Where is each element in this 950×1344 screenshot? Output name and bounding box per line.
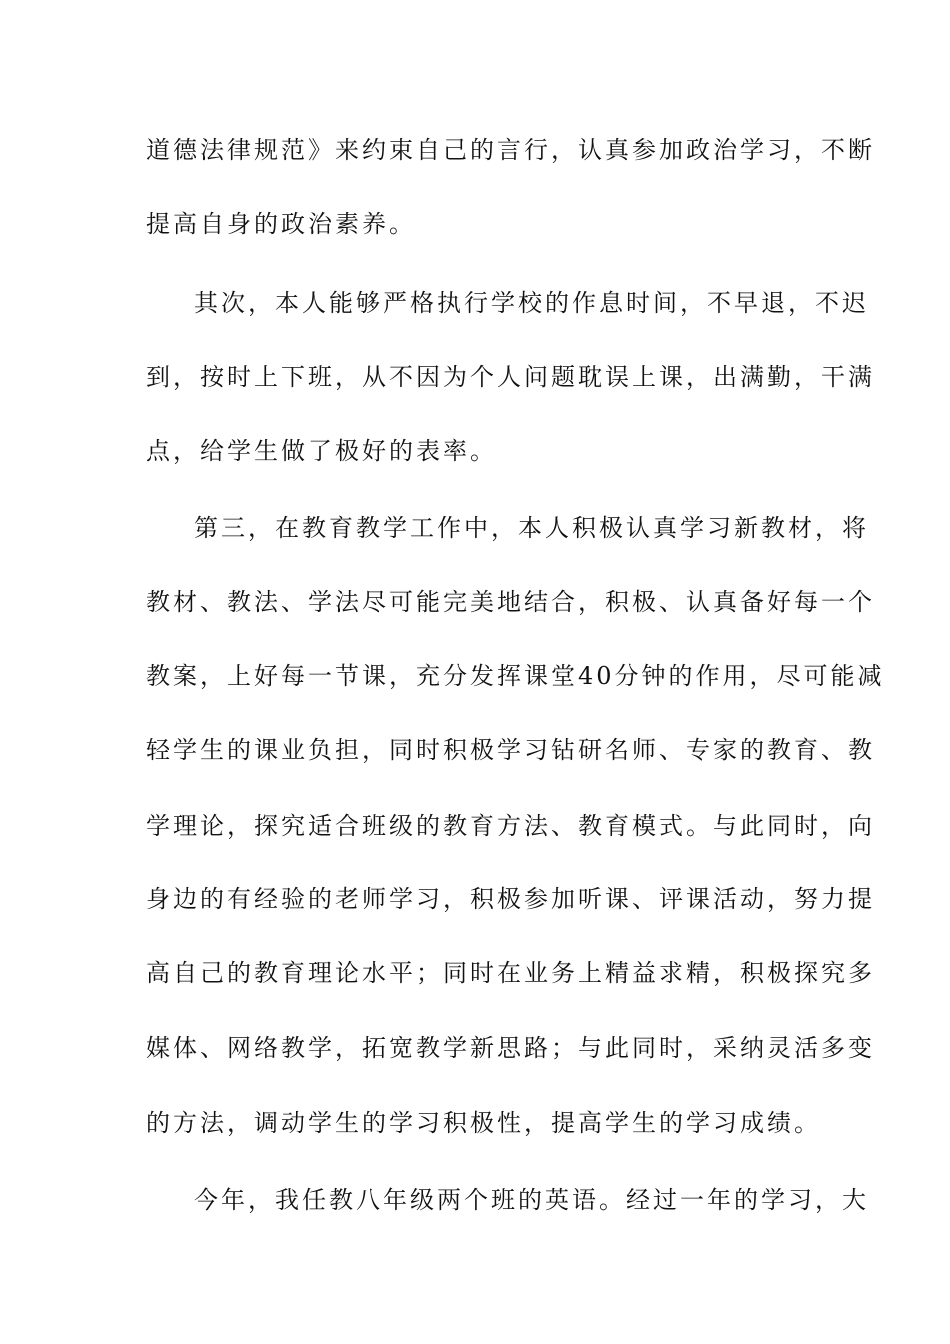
- text-line: 提高自身的政治素养。: [146, 210, 416, 238]
- text-line: 的方法，调动学生的学习积极性，提高学生的学习成绩。: [146, 1109, 821, 1137]
- paragraph-first-line: 其次，本人能够严格执行学校的作息时间，不早退，不迟: [194, 289, 869, 317]
- text-line: 高自己的教育理论水平；同时在业务上精益求精，积极探究多: [146, 959, 875, 987]
- text-line: 教案，上好每一节课，充分发挥课堂40分钟的作用，尽可能减: [146, 662, 885, 690]
- paragraph-first-line: 第三，在教育教学工作中，本人积极认真学习新教材，将: [194, 514, 869, 542]
- text-line: 点，给学生做了极好的表率。: [146, 437, 497, 465]
- text-line: 学理论，探究适合班级的教育方法、教育模式。与此同时，向: [146, 812, 875, 840]
- paragraph-first-line: 今年，我任教八年级两个班的英语。经过一年的学习，大: [194, 1186, 869, 1214]
- text-line: 媒体、网络教学，拓宽教学新思路；与此同时，采纳灵活多变: [146, 1034, 875, 1062]
- text-line: 教材、教法、学法尽可能完美地结合，积极、认真备好每一个: [146, 588, 875, 616]
- text-line: 轻学生的课业负担，同时积极学习钻研名师、专家的教育、教: [146, 736, 875, 764]
- text-line: 道德法律规范》来约束自己的言行，认真参加政治学习，不断: [146, 136, 875, 164]
- text-line: 身边的有经验的老师学习，积极参加听课、评课活动，努力提: [146, 885, 875, 913]
- text-line: 到，按时上下班，从不因为个人问题耽误上课，出满勤，干满: [146, 363, 875, 391]
